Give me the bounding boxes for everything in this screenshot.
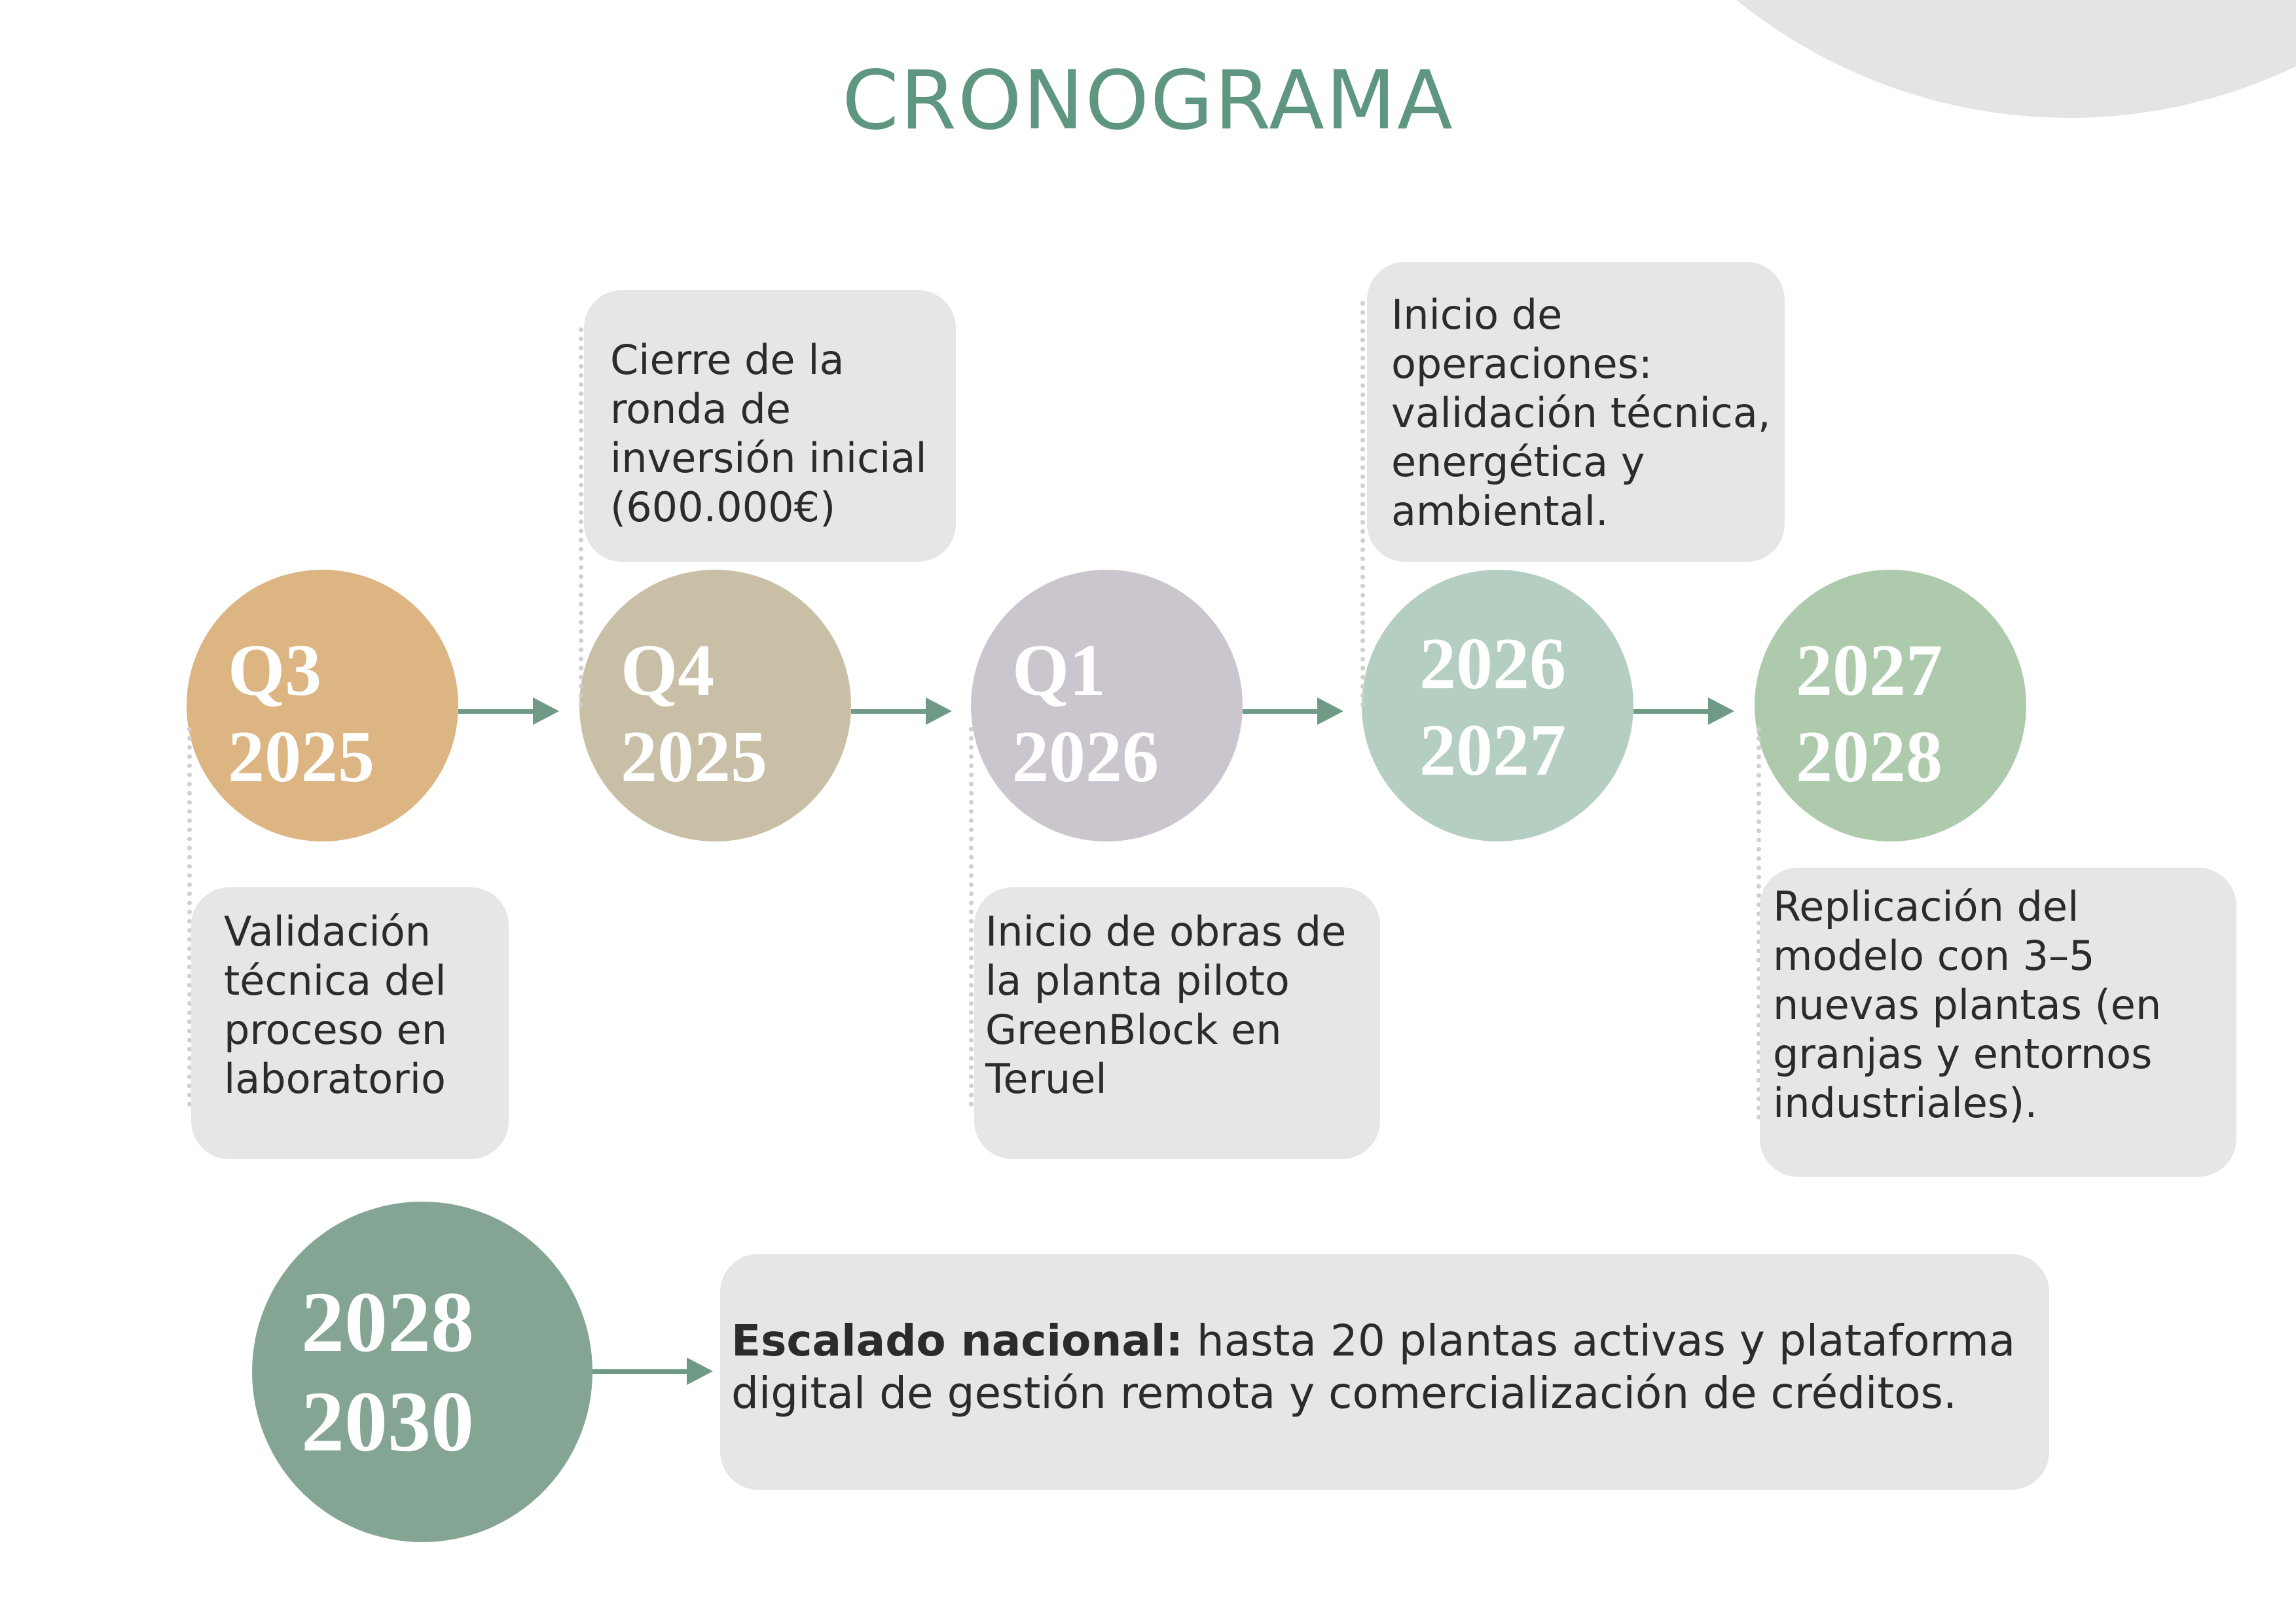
timeline-arrow <box>851 709 930 714</box>
milestone-label-2026-2027 <box>1419 621 1566 794</box>
milestone-text-q3-2025: Validación técnica del proceso en laboratorio <box>224 908 448 1103</box>
connector-dots <box>1360 301 1365 707</box>
timeline-arrow <box>1633 709 1712 714</box>
milestone-text-q4-2025: Cierre de la ronda de inversión inicial (600.000€) <box>610 336 927 531</box>
milestone-period-line1: Q1 <box>1012 630 1106 711</box>
milestone-period-line2: 2028 <box>1796 716 1942 798</box>
milestone-period-line1: 2027 <box>1796 630 1942 711</box>
milestone-label-2027-2028 <box>1796 627 1942 800</box>
milestone-period-line1: Q4 <box>621 630 715 711</box>
page-title: CRONOGRAMA <box>842 54 1454 148</box>
milestone-period-line1: Q3 <box>228 630 322 711</box>
timeline-arrow <box>458 709 537 714</box>
milestone-period-line1: 2028 <box>301 1274 474 1370</box>
milestone-period-line2: 2026 <box>1012 716 1159 798</box>
milestone-period-line2: 2025 <box>621 716 767 798</box>
milestone-label-q1-2026 <box>1012 627 1159 800</box>
timeline-arrow <box>1243 709 1321 714</box>
milestone-label-q4-2025 <box>621 627 767 800</box>
milestone-label-q3-2025 <box>228 627 374 800</box>
milestone-text-q1-2026: Inicio de obras de la planta piloto GreenBlock en Teruel <box>985 908 1347 1103</box>
connector-dots <box>969 727 974 1107</box>
milestone-period-line1: 2026 <box>1419 623 1566 705</box>
milestone-text-2026-2027: Inicio de operaciones: validación técnica, energética y ambiental. <box>1391 291 1771 535</box>
connector-dots <box>579 327 583 707</box>
milestone-period-line2: 2030 <box>301 1373 474 1469</box>
milestone-text-2028-2030: Escalado nacional: hasta 20 plantas activas y plataforma digital de gestión remota y comercialización de créditos. <box>731 1316 2016 1418</box>
milestone-period-line2: 2027 <box>1419 710 1566 791</box>
milestone-text-2027-2028: Replicación del modelo con 3–5 nuevas plantas (en granjas y entornos industriales). <box>1773 883 2162 1127</box>
milestone-period-line2: 2025 <box>228 716 374 798</box>
final-bold-heading: Escalado nacional: <box>731 1316 1183 1366</box>
timeline-arrow <box>592 1369 691 1374</box>
milestone-label-2028-2030 <box>301 1272 474 1471</box>
